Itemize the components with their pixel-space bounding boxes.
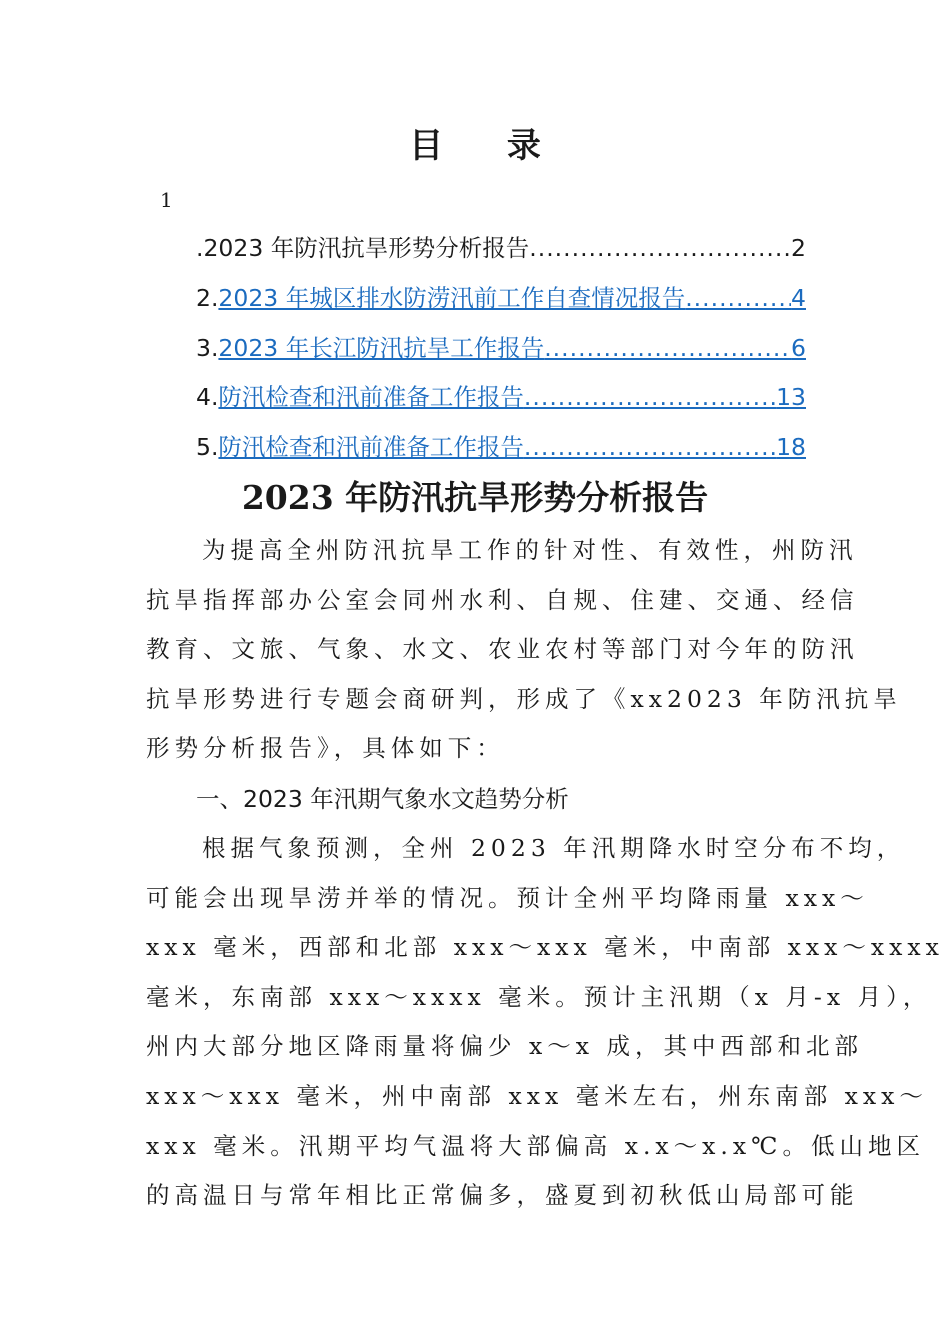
toc-entry-page: 2 xyxy=(791,234,806,262)
toc-leader-dots xyxy=(524,430,776,464)
toc-entry-number: 4. xyxy=(196,383,219,411)
section1-paragraph xyxy=(146,824,944,1221)
toc-entry-link[interactable] xyxy=(218,380,806,414)
toc-entry-link[interactable] xyxy=(218,430,806,464)
intro-line: 形势分析报告》，具体如下： xyxy=(146,734,505,763)
toc-entry-title: 2023 年防汛抗旱形势分析报告 xyxy=(203,234,530,262)
toc-entry[interactable] xyxy=(196,331,806,365)
toc-title: 目 录 xyxy=(409,126,567,166)
toc-entry-number: . xyxy=(196,234,204,262)
toc-entry-page: 6 xyxy=(791,334,806,362)
section-heading: 一、2023 年汛期气象水文趋势分析 xyxy=(196,785,569,813)
intro-line: 教育、文旅、气象、水文、农业农村等部门对今年的防汛 xyxy=(146,635,859,664)
toc-leader-dots xyxy=(529,231,791,265)
toc-entry xyxy=(196,231,806,265)
toc-entry-page: 18 xyxy=(776,433,806,461)
intro-line: 抗旱形势进行专题会商研判，形成了《xx2023 年防汛抗旱 xyxy=(146,684,902,713)
toc-entry-title: 防汛检查和汛前准备工作报告 xyxy=(218,433,524,461)
toc-entry-link[interactable] xyxy=(218,331,806,365)
intro-paragraph xyxy=(146,526,902,774)
toc-leader-dots xyxy=(685,281,791,315)
document-title: 2023 年防汛抗旱形势分析报告 xyxy=(241,478,709,517)
section1-line: xxx 毫米。汛期平均气温将大部偏高 x.x～x.x℃。低山地区 xyxy=(146,1131,925,1160)
toc-leader-dots xyxy=(524,380,776,414)
toc-entry-number: 3. xyxy=(196,334,219,362)
intro-line: 为提高全州防汛抗旱工作的针对性、有效性，州防汛 xyxy=(202,536,858,564)
toc-entry-number: 2. xyxy=(196,284,219,312)
toc-entry[interactable] xyxy=(196,430,806,464)
toc-leader-dots xyxy=(544,331,791,365)
toc-entry-page: 4 xyxy=(791,284,806,312)
section1-line: 毫米，东南部 xxx～xxxx 毫米。预计主汛期（x 月-x 月）， xyxy=(146,982,932,1011)
toc-entry-title: 2023 年城区排水防涝汛前工作自查情况报告 xyxy=(218,284,686,312)
intro-line: 抗旱指挥部办公室会同州水利、自规、住建、交通、经信 xyxy=(146,585,859,614)
toc-entry-link[interactable] xyxy=(218,281,806,315)
section1-line: 可能会出现旱涝并举的情况。预计全州平均降雨量 xxx～ xyxy=(146,883,869,912)
section1-line: xxx 毫米，西部和北部 xxx～xxx 毫米，中南部 xxx～xxxx xyxy=(146,933,944,962)
section1-line: xxx～xxx 毫米，州中南部 xxx 毫米左右，州东南部 xxx～ xyxy=(146,1081,928,1110)
toc-entry-page: 13 xyxy=(776,383,806,411)
toc-entry-text xyxy=(203,231,806,265)
toc-entry[interactable] xyxy=(196,380,806,414)
section1-line: 根据气象预测，全州 2023 年汛期降水时空分布不均， xyxy=(202,834,906,862)
toc-entry[interactable] xyxy=(196,281,806,315)
section1-line: 的高温日与常年相比正常偏多，盛夏到初秋低山局部可能 xyxy=(146,1181,859,1210)
toc-entry-title: 2023 年长江防汛抗旱工作报告 xyxy=(218,334,545,362)
page-marker: 1 xyxy=(160,188,173,212)
toc-entry-number: 5. xyxy=(196,433,219,461)
section1-line: 州内大部分地区降雨量将偏少 x～x 成，其中西部和北部 xyxy=(146,1032,863,1061)
toc-entry-title: 防汛检查和汛前准备工作报告 xyxy=(218,383,524,411)
